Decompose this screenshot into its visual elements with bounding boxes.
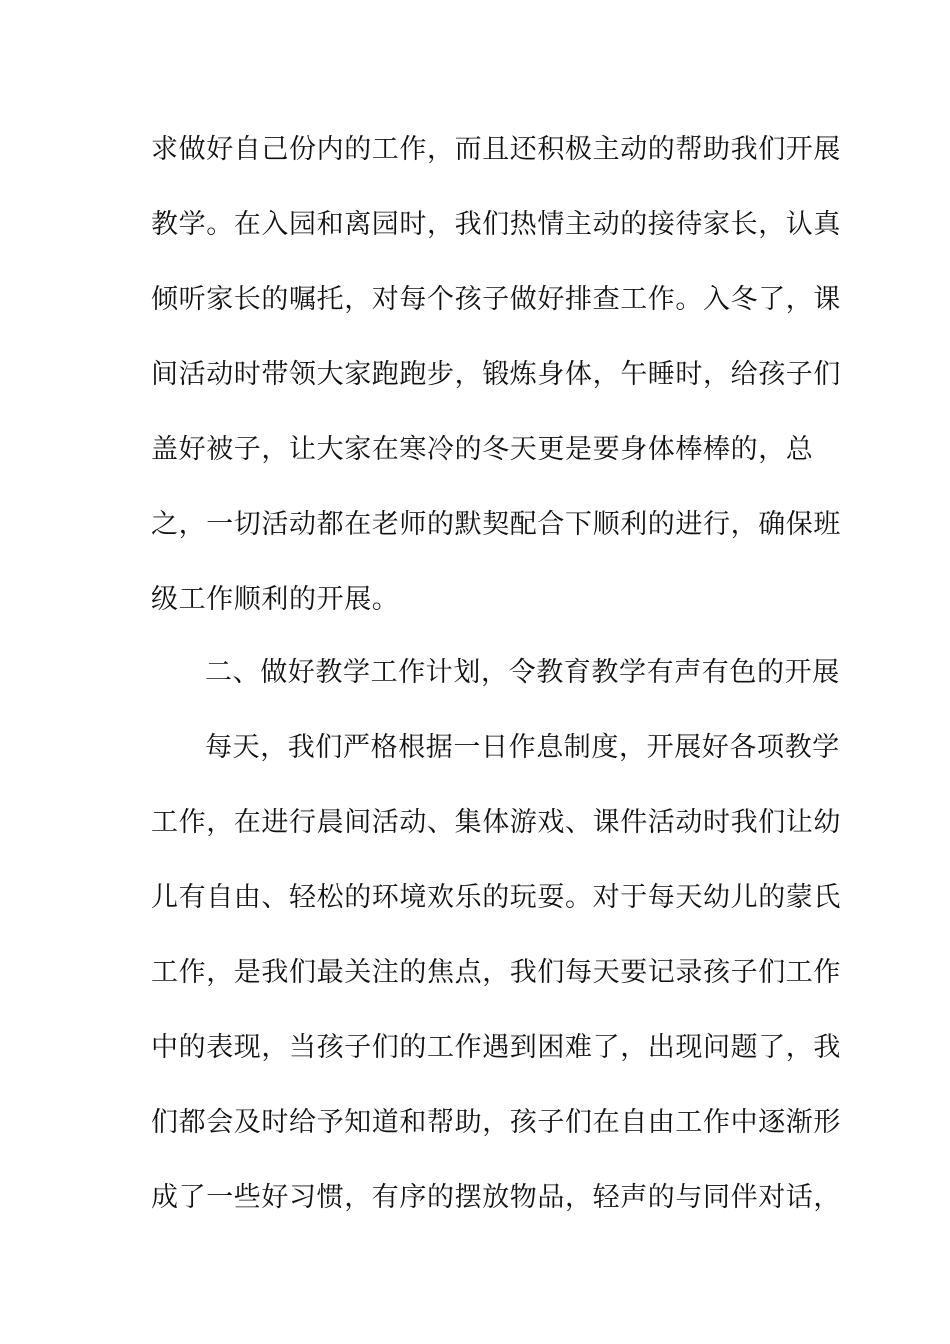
text-line: 盖好被子，让大家在寒冷的冬天更是要身体棒棒的，总: [151, 434, 814, 465]
text-line: 工作，在进行晨间活动、集体游戏、课件活动时我们让幼: [151, 807, 841, 838]
section-heading: 二、做好教学工作计划，令教育教学有声有色的开展: [205, 657, 840, 688]
text-line: 们都会及时给予知道和帮助，孩子们在自由工作中逐渐形: [151, 1107, 841, 1138]
text-line: 级工作顺利的开展。: [151, 584, 400, 615]
text-line: 教学。在入园和离园时，我们热情主动的接待家长，认真: [151, 209, 841, 240]
text-line: 求做好自己份内的工作，而且还积极主动的帮助我们开展: [151, 134, 841, 165]
paragraph-first-line: 每天，我们严格根据一日作息制度，开展好各项教学: [205, 732, 840, 763]
text-line: 中的表现，当孩子们的工作遇到困难了，出现问题了，我: [151, 1032, 841, 1063]
text-line: 儿有自由、轻松的环境欢乐的玩耍。对于每天幼儿的蒙氏: [151, 882, 841, 913]
text-line: 成了一些好习惯，有序的摆放物品，轻声的与同伴对话，: [151, 1182, 841, 1213]
text-line: 之，一切活动都在老师的默契配合下顺利的进行，确保班: [151, 509, 841, 540]
text-line: 工作，是我们最关注的焦点，我们每天要记录孩子们工作: [151, 957, 841, 988]
text-line: 间活动时带领大家跑跑步，锻炼身体，午睡时，给孩子们: [151, 359, 841, 390]
text-line: 倾听家长的嘱托，对每个孩子做好排查工作。入冬了，课: [151, 284, 841, 315]
